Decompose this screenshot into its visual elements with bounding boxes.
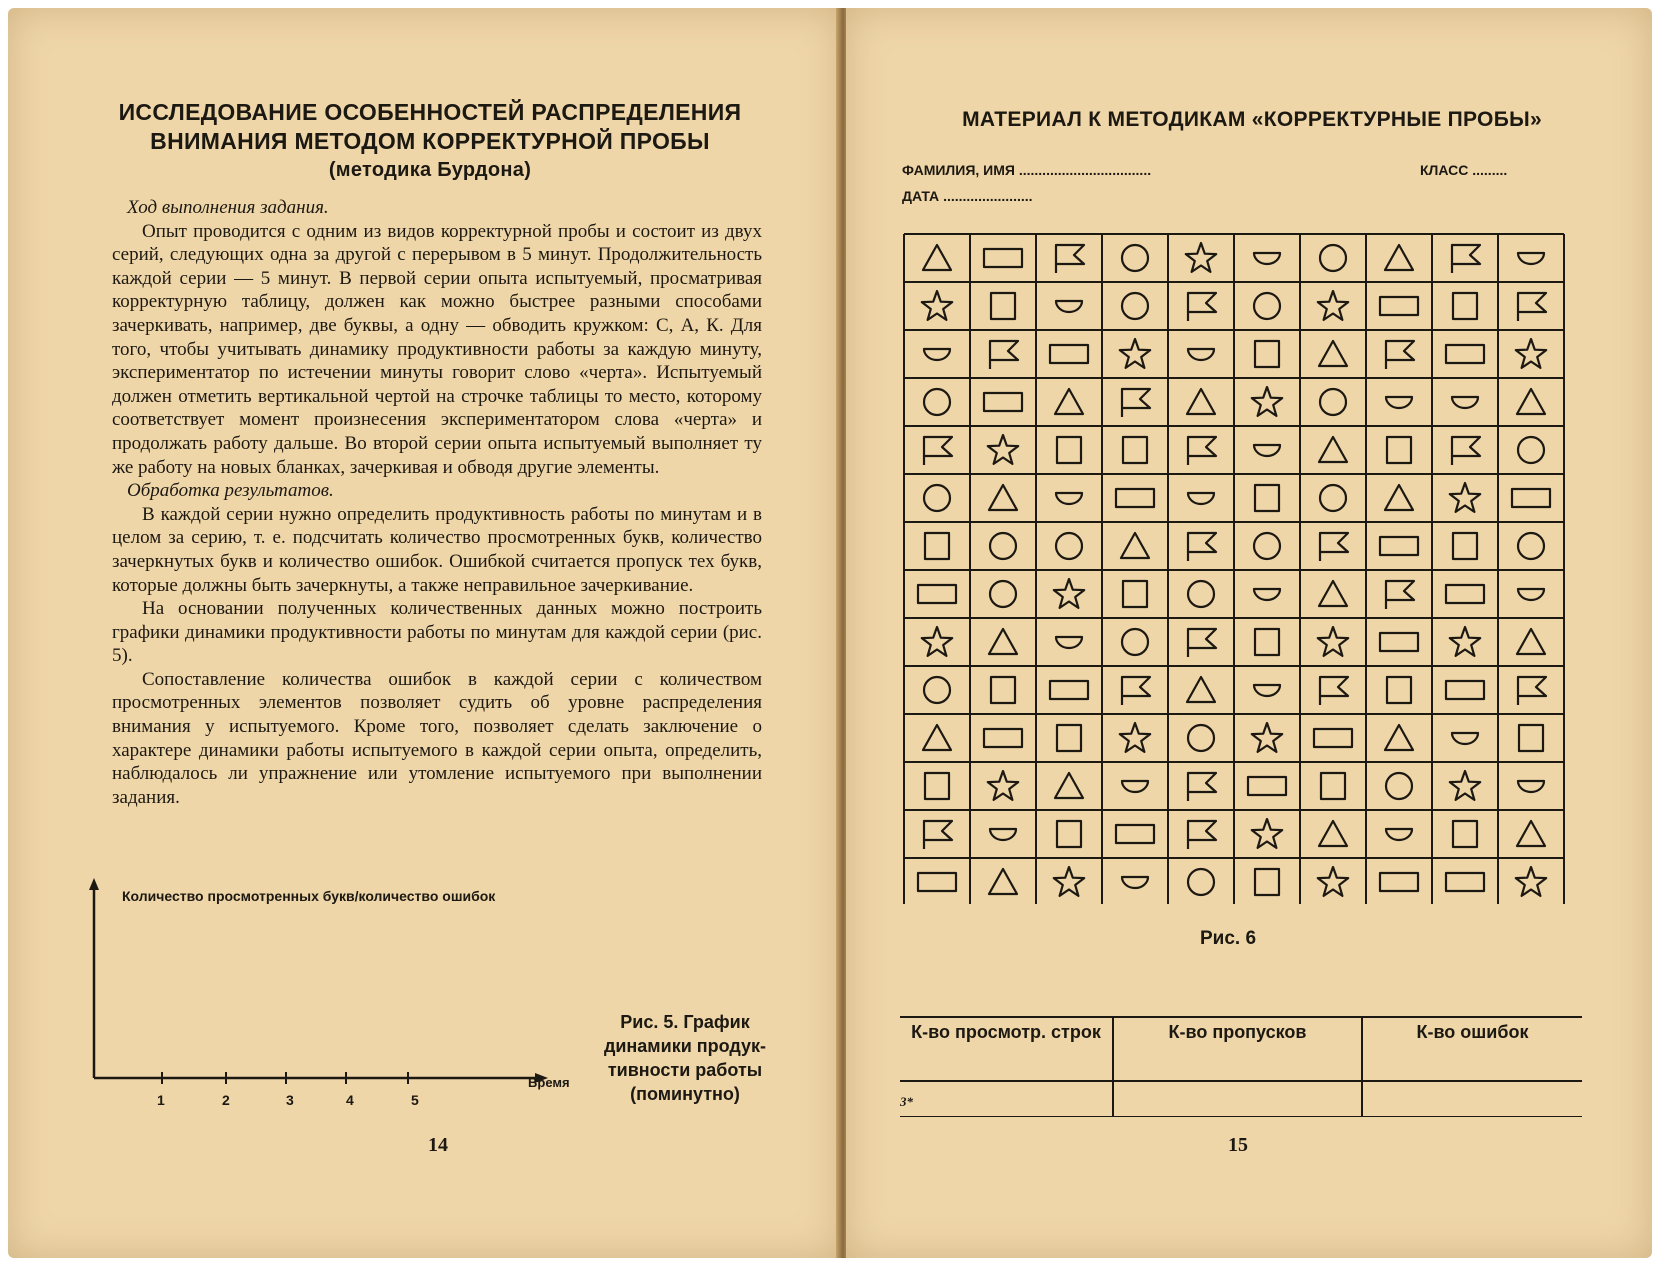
tick-label: 5 [411,1092,419,1108]
class-field-line [1420,162,1507,178]
triangle-symbol [1385,725,1413,750]
star-symbol [1318,291,1348,320]
star-symbol [1054,867,1084,896]
flag-symbol [1452,245,1480,273]
square-symbol [1453,821,1477,847]
header-omissions: К-во пропусков [1113,1017,1362,1081]
semicircle-symbol [1452,733,1478,744]
semicircle-symbol [1518,781,1544,792]
square-symbol [991,677,1015,703]
semicircle-symbol [1188,349,1214,360]
rect-symbol [1380,873,1418,891]
star-symbol [1186,243,1216,272]
star-symbol [1318,867,1348,896]
triangle-symbol [989,869,1017,894]
results-value-row [900,1081,1582,1117]
rect-symbol [1446,345,1484,363]
results-header-row [900,1017,1582,1081]
square-symbol [1387,677,1411,703]
semicircle-symbol [1518,253,1544,264]
section-heading-processing: Обработка результатов. [127,480,334,502]
rect-symbol [1446,873,1484,891]
circle-symbol [1122,629,1148,655]
star-symbol [1516,339,1546,368]
flag-symbol [924,437,952,465]
star-symbol [1516,867,1546,896]
triangle-symbol [923,245,951,270]
circle-symbol [990,533,1016,559]
star-symbol [1318,627,1348,656]
square-symbol [1255,869,1279,895]
rect-symbol [1380,633,1418,651]
square-symbol [991,293,1015,319]
semicircle-symbol [1254,253,1280,264]
rect-symbol [1314,729,1352,747]
square-symbol [1123,581,1147,607]
rect-symbol [1380,537,1418,555]
star-symbol [1450,483,1480,512]
tick-label: 4 [346,1092,354,1108]
header-viewed-rows: К-во просмотр. строк [900,1017,1113,1081]
value-errors [1362,1081,1582,1117]
flag-symbol [1188,437,1216,465]
semicircle-symbol [1056,493,1082,504]
name-field-line [902,162,1151,178]
star-symbol [1450,627,1480,656]
circle-symbol [1056,533,1082,559]
symbol-grid [902,232,1568,904]
circle-symbol [1254,293,1280,319]
header-errors: К-во ошибок [1362,1017,1582,1081]
triangle-symbol [1517,821,1545,846]
square-symbol [1321,773,1345,799]
triangle-symbol [1517,629,1545,654]
date-label: ДАТА [902,188,940,204]
semicircle-symbol [1254,685,1280,696]
flag-symbol [1386,341,1414,369]
semicircle-symbol [1188,493,1214,504]
flag-symbol [1122,677,1150,705]
flag-symbol [924,821,952,849]
flag-symbol [1122,389,1150,417]
left-page-body [112,196,762,809]
circle-symbol [1320,485,1346,511]
paragraph-graph: На основании полученных количественных данных можно построить графики динамики продуктивности работы по минутам для каждой серии (рис. 5). [112,598,762,667]
date-dots: ....................... [943,188,1033,204]
flag-symbol [1188,629,1216,657]
star-symbol [1252,387,1282,416]
square-symbol [1453,533,1477,559]
page-number-left: 14 [428,1134,448,1156]
tick-label: 1 [157,1092,165,1108]
star-symbol [1252,819,1282,848]
rect-symbol [1116,825,1154,843]
semicircle-symbol [1122,781,1148,792]
triangle-symbol [1385,485,1413,510]
semicircle-symbol [924,349,950,360]
star-symbol [1450,771,1480,800]
flag-symbol [1386,581,1414,609]
rect-symbol [984,729,1022,747]
flag-symbol [1320,533,1348,561]
star-symbol [1252,723,1282,752]
semicircle-symbol [1254,589,1280,600]
name-label: ФАМИЛИЯ, ИМЯ [902,162,1015,178]
graph-x-label: Время [528,1075,570,1090]
tick-label: 2 [222,1092,230,1108]
square-symbol [1255,341,1279,367]
triangle-symbol [1055,389,1083,414]
productivity-graph [80,878,550,1088]
semicircle-symbol [1122,877,1148,888]
value-omissions [1113,1081,1362,1117]
page-number-right: 15 [1228,1134,1248,1156]
triangle-symbol [1187,677,1215,702]
rect-symbol [1050,681,1088,699]
semicircle-symbol [1386,829,1412,840]
semicircle-symbol [1386,397,1412,408]
star-symbol [988,771,1018,800]
circle-symbol [924,389,950,415]
rect-symbol [1512,489,1550,507]
rect-symbol [984,393,1022,411]
rect-symbol [1380,297,1418,315]
title-line-3: (методика Бурдона) [328,159,532,181]
triangle-symbol [923,725,951,750]
figure-5-caption [590,1010,780,1106]
circle-symbol [1254,533,1280,559]
square-symbol [1519,725,1543,751]
rect-symbol [918,585,956,603]
triangle-symbol [1517,389,1545,414]
y-axis-arrow [89,878,99,890]
square-symbol [1387,437,1411,463]
paragraph-comparison: Сопоставление количества ошибок в каждой серии с количеством просмотренных элементов позволяет судить об уровне распределения внимания у испытуемого. Кроме того, позволяет сделать заключение о характере динамики работы испытуемого в каждой серии опыта, определить, наблюдалось ли упражнение или утомление испытуемого при выполнении задания. [112,668,762,808]
triangle-symbol [1319,341,1347,366]
circle-symbol [1188,869,1214,895]
semicircle-symbol [1056,301,1082,312]
class-label: КЛАСС [1420,162,1469,178]
star-symbol [922,627,952,656]
star-symbol [1120,723,1150,752]
flag-symbol [1188,293,1216,321]
caption-line: динамики продук- [603,1036,767,1056]
flag-symbol [1188,773,1216,801]
square-symbol [1255,485,1279,511]
circle-symbol [924,485,950,511]
flag-symbol [1518,677,1546,705]
left-page-title [110,98,750,185]
triangle-symbol [1319,581,1347,606]
circle-symbol [1518,437,1544,463]
flag-symbol [1188,821,1216,849]
tick-label: 3 [286,1092,294,1108]
flag-symbol [1518,293,1546,321]
circle-symbol [1320,245,1346,271]
rect-symbol [918,873,956,891]
rect-symbol [1446,681,1484,699]
triangle-symbol [989,629,1017,654]
square-symbol [1057,725,1081,751]
caption-line: Рис. 5. График [620,1012,750,1032]
square-symbol [1057,821,1081,847]
flag-symbol [1320,677,1348,705]
triangle-symbol [1319,821,1347,846]
rect-symbol [1050,345,1088,363]
paragraph-processing: В каждой серии нужно определить продуктивность работы по минутам и в целом за серию, т. е. подсчитать количество просмотренных букв, количество зачеркнутых букв и количество ошибок. Ошибкой считается пропуск тех букв, которые должны быть зачеркнуты, а также неправильное зачеркивание. [112,503,762,596]
semicircle-symbol [1254,445,1280,456]
semicircle-symbol [990,829,1016,840]
square-symbol [925,533,949,559]
circle-symbol [1122,293,1148,319]
triangle-symbol [1187,389,1215,414]
rect-symbol [984,249,1022,267]
triangle-symbol [1319,437,1347,462]
triangle-symbol [1055,773,1083,798]
triangle-symbol [989,485,1017,510]
caption-line: тивности работы [607,1060,763,1080]
rect-symbol [1116,489,1154,507]
square-symbol [1057,437,1081,463]
flag-symbol [1452,437,1480,465]
graph-y-label: Количество просмотренных букв/количество ошибок [122,888,496,904]
results-table [900,1016,1582,1117]
rect-symbol [1248,777,1286,795]
circle-symbol [1386,773,1412,799]
semicircle-symbol [1056,637,1082,648]
triangle-symbol [1121,533,1149,558]
caption-line: (поминутно) [630,1084,740,1104]
square-symbol [925,773,949,799]
date-field-line [902,188,1033,204]
star-symbol [922,291,952,320]
square-symbol [1453,293,1477,319]
section-heading-procedure: Ход выполнения задания. [127,197,329,218]
circle-symbol [990,581,1016,607]
value-viewed-rows [900,1081,1113,1117]
circle-symbol [1320,389,1346,415]
circle-symbol [1122,245,1148,271]
flag-symbol [1056,245,1084,273]
circle-symbol [1188,581,1214,607]
star-symbol [1120,339,1150,368]
flag-symbol [1188,533,1216,561]
square-symbol [1255,629,1279,655]
semicircle-symbol [1518,589,1544,600]
right-page-title: МАТЕРИАЛ К МЕТОДИКАМ «КОРРЕКТУРНЫЕ ПРОБЫ» [962,108,1542,131]
signature-mark: 3* [900,1094,913,1109]
flag-symbol [990,341,1018,369]
rect-symbol [1446,585,1484,603]
star-symbol [988,435,1018,464]
triangle-symbol [1385,245,1413,270]
semicircle-symbol [1452,397,1478,408]
class-dots: ......... [1472,162,1508,178]
name-dots: .................................. [1018,162,1152,178]
square-symbol [1123,437,1147,463]
star-symbol [1054,579,1084,608]
title-line-1: ИССЛЕДОВАНИЕ ОСОБЕННОСТЕЙ РАСПРЕДЕЛЕНИЯ [118,99,742,125]
paragraph-procedure: Опыт проводится с одним из видов корректурной пробы и состоит из двух серий, следующих одна за другой с перерывом в 5 минут. Продолжительность каждой серии — 5 минут. В первой серии опыта испытуемый, просматривая корректурную таблицу, должен как можно быстрее разными способами зачеркивать, например, две буквы, а одну — обводить кружком: С, А, К. Для того, чтобы учитывать динамику продуктивности работы за каждую минуту, экспериментатор по истечении минуты говорит слово «черта». Испытуемый должен отметить вертикальной чертой на строчке таблицы то место, которому соответствует момент произнесения экспериментатором слова «черта» и продолжать работу дальше. Во второй серии опыта испытуемый выполняет ту же работу на новых бланках, зачеркивая и обводя другие элементы. [112,220,762,478]
figure-6-caption: Рис. 6 [1200,928,1257,949]
circle-symbol [1518,533,1544,559]
circle-symbol [924,677,950,703]
title-line-2: ВНИМАНИЯ МЕТОДОМ КОРРЕКТУРНОЙ ПРОБЫ [150,128,710,154]
circle-symbol [1188,725,1214,751]
